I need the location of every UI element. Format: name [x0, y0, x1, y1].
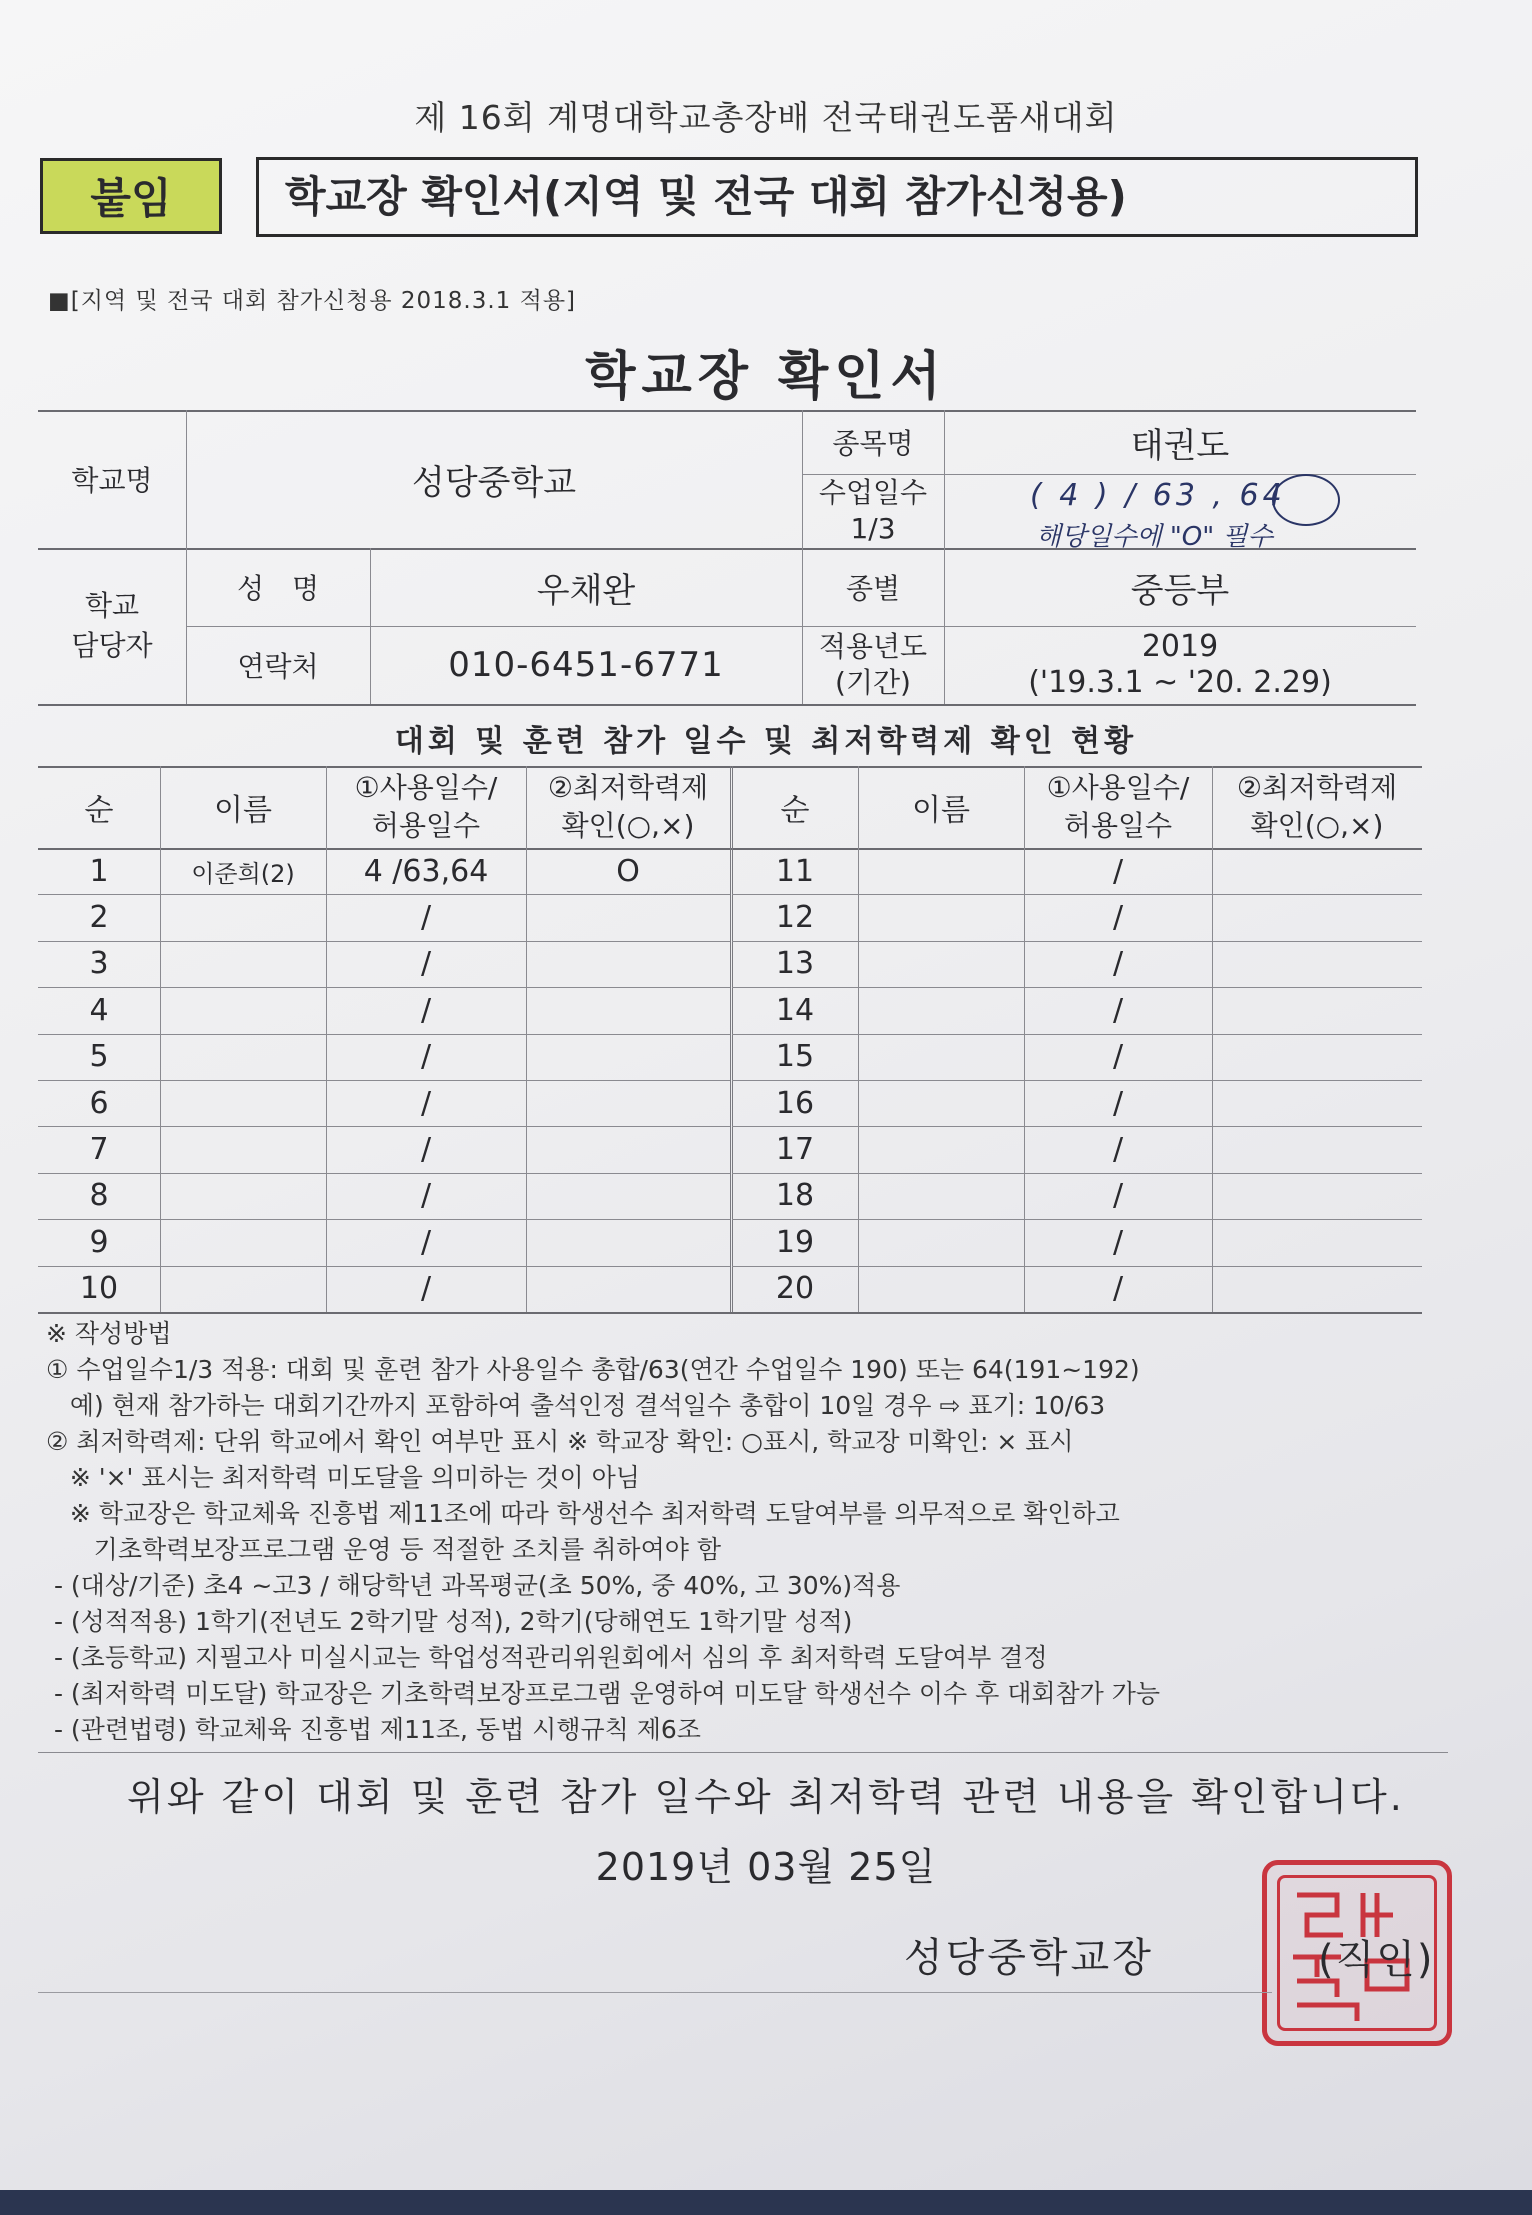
class-days-label-line1: 수업일수: [818, 476, 928, 509]
cell-check: [526, 894, 730, 940]
cell-check: [1212, 848, 1422, 894]
sport-label: 종목명: [832, 427, 914, 460]
cell-name: [160, 1034, 326, 1080]
cell-name: [160, 987, 326, 1033]
instructions: [46, 1316, 1486, 1748]
cell-no: 7: [89, 1132, 109, 1168]
header-days-right-line1: ①사용일수/: [1046, 771, 1190, 804]
division-label: 종별: [845, 572, 901, 605]
cell-no: 3: [89, 946, 109, 982]
school-name-label: 학교명: [71, 464, 153, 497]
contact-label: 연락처: [237, 650, 319, 683]
cell-name: [858, 1219, 1024, 1265]
cell-no: 2: [89, 900, 109, 936]
instruction-line: ① 수업일수1/3 적용: 대회 및 훈련 참가 사용일수 총합/63(연간 수업일수 190) 또는 64(191~192): [46, 1355, 1140, 1384]
instruction-line: 기초학력보장프로그램 운영 등 적절한 조치를 취하여야 함: [46, 1535, 721, 1564]
header-days-right-line2: 허용일수: [1063, 809, 1173, 842]
cell-check: [1212, 1219, 1422, 1265]
instruction-line: - (최저학력 미도달) 학교장은 기초학력보장프로그램 운영하여 미도달 학생선수 이수 후 대회참가 가능: [46, 1679, 1161, 1708]
section-title: 대회 및 훈련 참가 일수 및 최저학력제 확인 현황: [394, 724, 1138, 759]
instruction-line: - (초등학교) 지필고사 미실시교는 학업성적관리위원회에서 심의 후 최저학력 도달여부 결정: [46, 1643, 1048, 1672]
manager-label: [38, 548, 186, 704]
header-no-left: 순: [84, 793, 114, 828]
cell-name: [858, 941, 1024, 987]
cell-name: [160, 1173, 326, 1219]
event-title: 제 16회 계명대학교총장배 전국태권도품새대회: [414, 98, 1118, 137]
cell-days: /: [420, 1271, 432, 1307]
cell-days: /: [1112, 1224, 1124, 1260]
cell-name: [858, 894, 1024, 940]
sport-value: 태권도: [1130, 425, 1230, 466]
cell-check: [1212, 987, 1422, 1033]
cell-check: O: [616, 853, 640, 889]
cell-name: [858, 848, 1024, 894]
cell-name: [858, 987, 1024, 1033]
cell-check: [526, 987, 730, 1033]
header-no-right: 순: [780, 793, 810, 828]
year-value: [944, 626, 1416, 704]
cell-check: [1212, 1173, 1422, 1219]
header-grade-left-line1: ②최저학력제: [547, 771, 709, 804]
cell-no: 10: [79, 1271, 119, 1307]
cell-check: [1212, 1080, 1422, 1126]
seal-label: (직인): [1318, 1937, 1435, 1983]
cell-no: 1: [89, 853, 109, 889]
cell-no: 11: [775, 853, 815, 889]
instruction-line: ※ 학교장은 학교체육 진흥법 제11조에 따라 학생선수 최저학력 도달여부를 의무적으로 확인하고: [46, 1499, 1120, 1528]
cell-name: [858, 1126, 1024, 1172]
manager-label-line1: 학교: [84, 589, 140, 622]
cell-check: [526, 1034, 730, 1080]
document-title: 학교장 확인서: [585, 347, 947, 407]
cell-no: 14: [775, 992, 815, 1028]
instruction-line: - (관련법령) 학교체육 진흥법 제11조, 동법 시행규칙 제6조: [46, 1715, 701, 1744]
header-days-left: [326, 766, 526, 848]
cell-days: /: [420, 1132, 432, 1168]
instruction-line: ※ '×' 표시는 최저학력 미도달을 의미하는 것이 아님: [46, 1463, 640, 1492]
class-days-label: [802, 474, 944, 548]
division-value: 중등부: [1130, 570, 1230, 611]
confirmation-statement: 위와 같이 대회 및 훈련 참가 일수와 최저학력 관련 내용을 확인합니다.: [127, 1775, 1405, 1819]
year-value-period: ('19.3.1 ~ '20. 2.29): [1028, 665, 1332, 700]
header-grade-right-line2: 확인(○,×): [1250, 809, 1384, 842]
cell-days: /: [1112, 900, 1124, 936]
header-grade-right: [1212, 766, 1422, 848]
year-label-line2: (기간): [835, 666, 911, 699]
cell-check: [526, 941, 730, 987]
cell-no: 12: [775, 900, 815, 936]
cell-name: [160, 1219, 326, 1265]
cell-name: [160, 941, 326, 987]
cell-name: [160, 894, 326, 940]
cell-days: /: [420, 992, 432, 1028]
attachment-tag: 붙임: [40, 158, 222, 234]
cell-no: 9: [89, 1224, 109, 1260]
cell-days: /: [420, 900, 432, 936]
instruction-line: ※ 작성방법: [46, 1319, 172, 1348]
instruction-line: 예) 현재 참가하는 대회기간까지 포함하여 출석인정 결석일수 총합이 10일 경우 ⇨ 표기: 10/63: [46, 1391, 1106, 1420]
cell-days: /: [1112, 992, 1124, 1028]
cell-days: 4 /63,64: [363, 853, 489, 889]
cell-days: /: [420, 1085, 432, 1121]
cell-name: [858, 1266, 1024, 1312]
class-days-hint: 해당일수에 "O" 필수: [1036, 522, 1273, 552]
cell-no: 8: [89, 1178, 109, 1214]
cell-no: 20: [775, 1271, 815, 1307]
instruction-line: - (대상/기준) 초4 ~고3 / 해당학년 과목평균(초 50%, 중 40%, 고 30%)적용: [46, 1571, 901, 1600]
cell-no: 4: [89, 992, 109, 1028]
cell-no: 17: [775, 1132, 815, 1168]
cell-check: [1212, 894, 1422, 940]
cell-days: /: [1112, 1085, 1124, 1121]
cell-check: [526, 1126, 730, 1172]
header-name-right: 이름: [912, 793, 970, 828]
cell-check: [526, 1173, 730, 1219]
cell-name: [858, 1034, 1024, 1080]
form-title: 학교장 확인서(지역 및 전국 대회 참가신청용): [256, 157, 1418, 237]
cell-days: /: [1112, 1132, 1124, 1168]
cell-no: 16: [775, 1085, 815, 1121]
cell-no: 5: [89, 1039, 109, 1075]
cell-days: /: [1112, 1271, 1124, 1307]
selection-circle: [1272, 474, 1340, 526]
cell-no: 13: [775, 946, 815, 982]
cell-check: [1212, 1126, 1422, 1172]
header-days-left-line2: 허용일수: [371, 809, 481, 842]
cell-days: /: [1112, 853, 1124, 889]
instruction-line: - (성적적용) 1학기(전년도 2학기말 성적), 2학기(당해연도 1학기말 성적): [46, 1607, 853, 1636]
cell-name: [160, 1080, 326, 1126]
confirmation-date: 2019년 03월 25일: [595, 1845, 937, 1889]
header-name-left: 이름: [214, 793, 272, 828]
cell-check: [1212, 1034, 1422, 1080]
cell-no: 15: [775, 1039, 815, 1075]
cell-no: 18: [775, 1178, 815, 1214]
manager-name-label: 성 명: [236, 572, 320, 605]
cell-check: [1212, 941, 1422, 987]
manager-name-value: 우채완: [536, 570, 636, 611]
cell-check: [1212, 1266, 1422, 1312]
form-subnote: ■[지역 및 전국 대회 참가신청용 2018.3.1 적용]: [48, 288, 577, 314]
header-days-right: [1024, 766, 1212, 848]
cell-days: /: [1112, 1178, 1124, 1214]
header-grade-left-line2: 확인(○,×): [561, 809, 695, 842]
year-value-line1: 2019: [1141, 629, 1219, 664]
header-grade-left: [526, 766, 730, 848]
cell-days: /: [1112, 1039, 1124, 1075]
cell-check: [526, 1266, 730, 1312]
cell-check: [526, 1219, 730, 1265]
manager-label-line2: 담당자: [71, 629, 153, 662]
instruction-line: ② 최저학력제: 단위 학교에서 확인 여부만 표시 ※ 학교장 확인: ○표시, 학교장 미확인: × 표시: [46, 1427, 1074, 1456]
class-days-label-line2: 1/3: [850, 512, 896, 545]
cell-days: /: [1112, 946, 1124, 982]
cell-name: [160, 1126, 326, 1172]
school-name-value: 성당중학교: [411, 462, 577, 503]
contact-value: 010-6451-6771: [448, 645, 724, 685]
cell-days: /: [420, 1039, 432, 1075]
header-grade-right-line1: ②최저학력제: [1236, 771, 1398, 804]
cell-check: [526, 1080, 730, 1126]
cell-days: /: [420, 946, 432, 982]
cell-name: [160, 1266, 326, 1312]
cell-days: /: [420, 1178, 432, 1214]
header-days-left-line1: ①사용일수/: [354, 771, 498, 804]
year-label: [802, 626, 944, 704]
cell-name: [858, 1080, 1024, 1126]
cell-name: 이준희(2): [191, 859, 295, 888]
principal-signature: 성당중학교장: [904, 1935, 1154, 1981]
class-days-value: ( 4 ) / 63 , 64: [1030, 478, 1286, 513]
cell-no: 19: [775, 1224, 815, 1260]
year-label-line1: 적용년도: [818, 630, 928, 663]
cell-days: /: [420, 1224, 432, 1260]
cell-no: 6: [89, 1085, 109, 1121]
cell-name: [858, 1173, 1024, 1219]
